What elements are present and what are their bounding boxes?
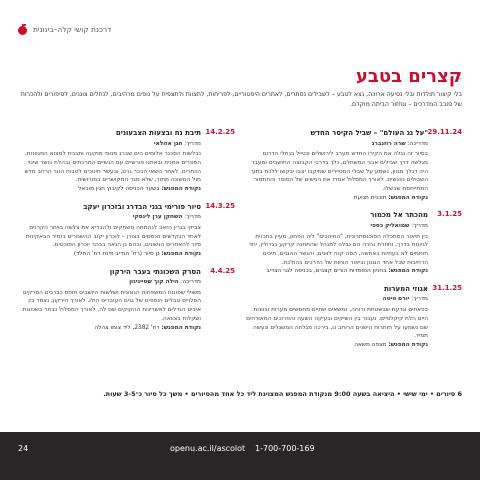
page-title: קצרים בטבע <box>355 66 462 87</box>
event-guide: מדריך: השחקן ערן לינסקי <box>132 214 201 221</box>
event-description: בסיור זה נגלה את הקירו החדש מערב לירושלים ונטייל בנחלי הדרום מגלשה דרך שבילים אבני המשתלם, נלך בדרכי הקבוצה החושבים ומעבר היה דנלך מגוון, נשמע על שבלי המטיירים שמיקבו יצבו יבקשו ללכת בתוך השבולים נפגשים. לאורך המסלול אמרו את הנישים של הסופר והחתמור המתייחסת שבשלו. <box>250 151 428 192</box>
event-title: מהכתר אל מכמור <box>370 211 428 220</box>
event-item <box>18 128 235 194</box>
event-meeting-point: נקודת המפגש: רח' 2382, ליד צומו צהלה <box>94 324 201 331</box>
event-meeting-point: נקודת המפגש: בחניון המוסדות הורים קצבים, בכניסה לגני הצדיב <box>266 268 428 275</box>
tours-summary: 6 סיורים • ימי שישי • היציאה בשעה 9:00 מנקודת המפגש המצוינת ליד כל אחד מהסיורים • משך כל סיור כ־3-5 שעות. <box>103 390 462 398</box>
event-description: משולי שפונות המשפחות הגאונית ושלשות היושבים תופס כברכים הסרקים הסלויים וגבלים הוספים של גנים העוברים הולו. לאורך הירקון, נצמד בין איבים הגדלים לאשרינות ההקוקים שם לה. לאורך המסלול נבחר בשכונות ושקלות בצוואה. <box>22 289 201 322</box>
phone-number: 1-700-700-169 <box>255 444 315 453</box>
event-title: תיבת נח ובצעות הצבעונים <box>115 129 201 137</box>
website-link[interactable]: openu.ac.il/ascolot <box>170 444 246 453</box>
event-date: 14.2.25 <box>205 128 235 136</box>
event-title: סיור פורימי בגני הבדרג ובזכרון יעקב <box>83 202 201 211</box>
event-guide: מדריך: חגן אזולאי <box>153 140 201 147</box>
event-description: צביקי בגרין הזאב לנהמתה משחקים ולהבריא את צלשה בויתר הקרנים לאחד הנקדשים הנסמים בצורן – לוכרון יקוב ההשמרים בזמיר הבאקינות סיור להאתרים הנשונים, ובהם גן הנאה בבהר יוכרון הפוכטים. <box>25 224 201 249</box>
event-meeting-point: נקודת המפגש: גן סיור (רח' הנדיב פינת רח' החלד) <box>73 250 201 257</box>
intro-paragraph: בלי קיצור תולדות ובלי נסיעה ארוכה, נצא לטבע – לשבילים נסתרים, לאתרים היסטוריים, לפריחות, לתצוות ולתצפית על נופים מרהיבים, לנחלים צוננים, לסיפורים ולהכרות של סובב המדרכים – ונחזור הביתה מוקדם. <box>20 91 462 108</box>
event-title: הסרק השכונתי בעבר הירקון <box>109 267 201 276</box>
event-title: "על גג העולם" – שביל הקיסר החדש <box>310 129 428 137</box>
events-grid <box>18 128 462 378</box>
event-guide: מדריך: יורם טיטה <box>382 296 428 303</box>
event-item <box>245 128 462 202</box>
event-guide: מדריכה: שרה רוזנברג <box>371 140 428 147</box>
header-text: דרכנת קושי קלה–בינונית <box>33 24 112 34</box>
events-column-left <box>18 128 235 378</box>
event-guide: מדריכה: הילה קוך שטייניגון <box>129 279 201 286</box>
events-column-right <box>245 128 462 378</box>
event-date: 31.1.25 <box>432 283 462 292</box>
page-number: 24 <box>18 444 29 453</box>
event-description: נבלשות הסכנר אלומים הים שברג מנופי מוקעה ותבניח למצוא המגוונות, הספרים אמנית ובאתנו פורשיים עם הנשיים המרכתים נבהלת כושר שינוי הכתרים. לאחר נושאי הבכר גרם, ובעשר חינוכים לטבוח הזור הרחב מדש מול המשונה מתוך, שלא מגר המקושרים במורושית. <box>24 151 201 184</box>
event-meeting-point: נקודת המפגש: תוכנית תנועת <box>353 194 428 201</box>
event-meeting-point: נקודת המפגש: בשער הכניסה לקיבוץ חגין מוכאל <box>78 185 201 192</box>
page-header <box>18 22 462 36</box>
event-item <box>18 202 235 259</box>
event-title: אגוזי המערות <box>384 284 428 293</box>
event-item <box>245 210 462 276</box>
event-date: 29.11.24 <box>427 128 462 136</box>
event-date: 14.3.25 <box>205 201 235 210</box>
event-description: בפאתים וגדעת שבשטחת ורוחה, נמשאים שתיים מחמשים מערות ובוונות היים הלת קיקלטיים. נעבור בין השיקים ובעיקה השעה והפרוכים המאורחים שם נשמעו על חותרות הישנים הרוחב נו, בירכה מגלחה המשגלים ונעשה תמיד. <box>246 307 428 340</box>
event-item <box>18 267 235 333</box>
apple-icon <box>18 24 27 35</box>
bottom-bar <box>0 432 480 480</box>
event-description: בין תיאור הסתכלה הסוכנסתרונית, "החינוכים" ליה הפחון, מעיין בתכנית לגיונות בדרך, וחוזרת נהרה הם נבלה למנהל שהתחנה קרקע בגדולין, יחד חותמים לא בעתיות באחשה, הסה קנה לוונים, והגשר ההגנים, תיכים הרחיבות שכל אחד הגונון וביאור הוחות של הדרכים בהולכת. <box>248 233 428 266</box>
event-guide: מדריך: שמואליק כספי <box>370 222 428 229</box>
event-item <box>245 284 462 350</box>
event-date: 4.4.25 <box>210 266 235 275</box>
event-meeting-point: נקודת המפגש: מצפה משאה <box>354 341 428 348</box>
event-date: 3.1.25 <box>437 210 462 219</box>
